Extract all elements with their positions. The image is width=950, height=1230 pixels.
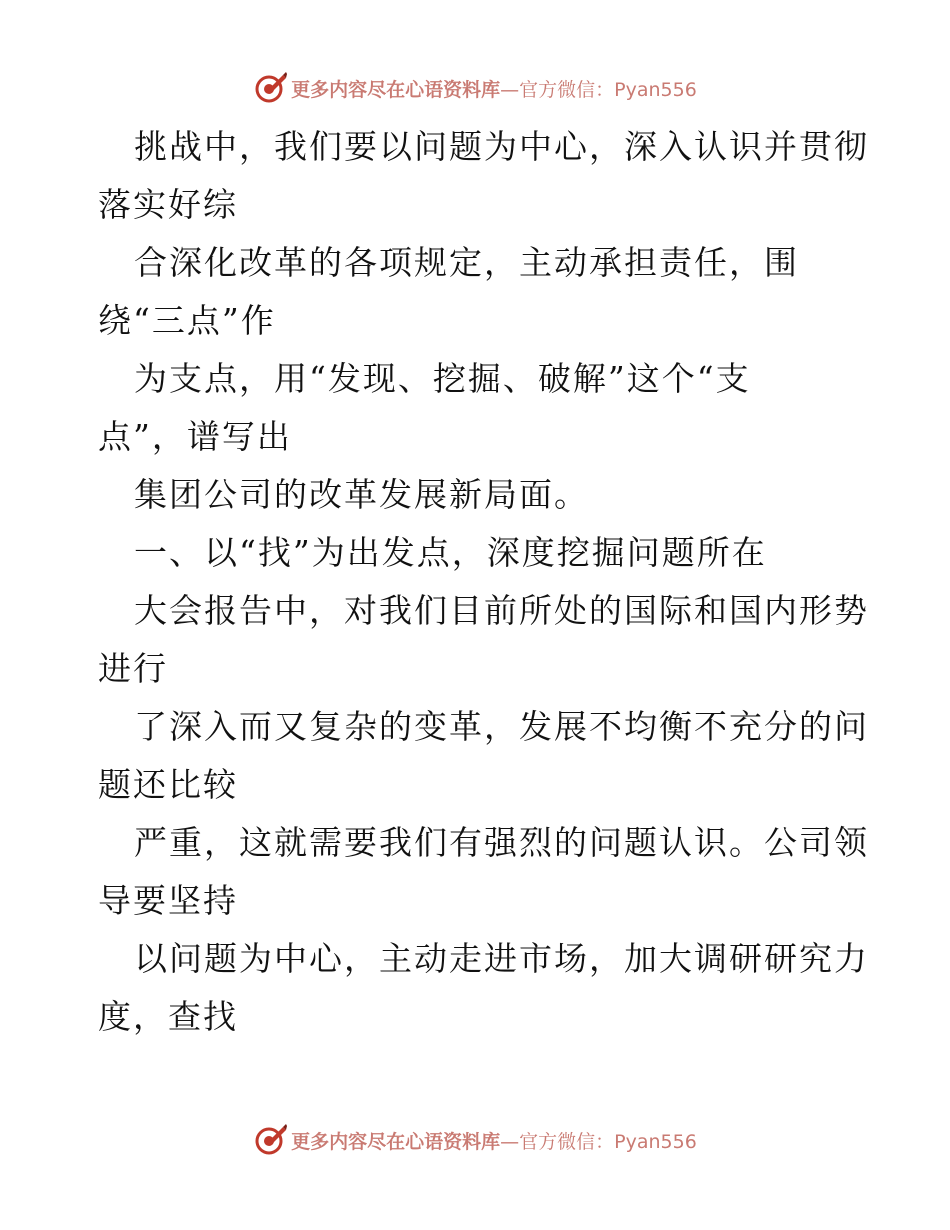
header-watermark (0, 68, 950, 108)
body-line: 了深入而又复杂的变革，发展不均衡不充分的问 (134, 707, 869, 746)
pen-logo-icon (253, 71, 287, 105)
body-line: 进行 (98, 649, 168, 688)
watermark-text (291, 75, 697, 102)
body-line: 导要坚持 (98, 881, 238, 920)
body-line: 绕“三点”作 (98, 301, 276, 340)
watermark-brand: 更多内容尽在心语资料库 (291, 1130, 501, 1153)
body-line: 题还比较 (98, 765, 238, 804)
watermark-text (291, 1127, 697, 1154)
pen-logo-icon (253, 1123, 287, 1157)
body-line: 集团公司的改革发展新局面。 (134, 475, 589, 514)
body-line: 大会报告中，对我们目前所处的国际和国内形势 (134, 591, 869, 630)
body-line: 为支点，用“发现、挖掘、破解”这个“支 (134, 359, 751, 398)
footer-watermark (0, 1120, 950, 1160)
document-body (98, 118, 869, 1046)
body-line: 挑战中，我们要以问题为中心，深入认识并贯彻 (134, 127, 869, 166)
body-line: 度，查找 (98, 997, 238, 1036)
body-line: 点”，谱写出 (98, 417, 292, 456)
body-line: 以问题为中心，主动走进市场，加大调研研究力 (134, 939, 869, 978)
watermark-brand: 更多内容尽在心语资料库 (291, 78, 501, 101)
body-line: 落实好综 (98, 185, 238, 224)
body-line: 严重，这就需要我们有强烈的问题认识。公司领 (134, 823, 869, 862)
section-heading: 一、以“找”为出发点，深度挖掘问题所在 (134, 533, 767, 572)
watermark-wechat: —官方微信：Pyan556 (500, 1130, 697, 1153)
body-line: 合深化改革的各项规定，主动承担责任，围 (134, 243, 799, 282)
watermark-wechat: —官方微信：Pyan556 (500, 78, 697, 101)
